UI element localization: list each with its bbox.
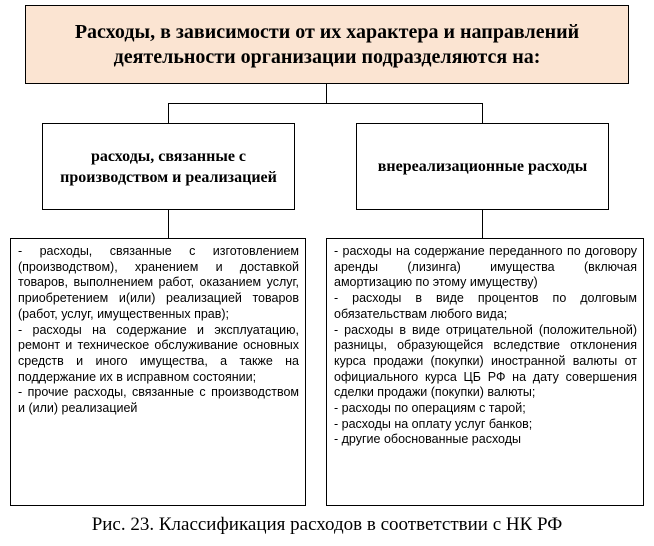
list-item: - расходы, связанные с изготовлением (производством), хранением и доставкой товаров, выполнением работ, оказанием услуг, приобретением и(или) реализацией товаров (работ, услуг, имущественных прав); [18,244,299,321]
list-item: - расходы по операциям с тарой; [334,401,526,416]
list-item: - расходы на оплату услуг банков; [334,416,533,431]
connector-right-vertical [482,103,483,123]
connector-top-vertical [326,84,327,103]
connector-left-vertical [168,103,169,123]
production-expenses-box [42,123,295,210]
list-item: - расходы в виде отрицательной (положительной) разницы, образующейся вследствие отклонения курса продажи (покупки) иностранной валюты от официального курса ЦБ РФ на дату совершения сделки продажи (покупки) валюты; [334,322,637,400]
list-item: - расходы на содержание переданного по договору аренды (лизинга) имущества (включая амортизацию по этому имуществу) [334,244,637,290]
non-operating-expenses-heading: внереализационные расходы [377,158,588,175]
non-operating-expenses-list [326,238,644,506]
list-item: - расходы в виде процентов по долговым обязательствам любого вида; [334,291,637,321]
production-expenses-list [10,238,306,506]
production-expenses-heading: расходы, связанные с производством и реализацией [60,147,277,186]
list-item: - другие обоснованные расходы [334,432,522,447]
connector-right-detail [482,210,483,238]
list-item: - расходы на содержание и эксплуатацию, ремонт и техническое обслуживание основных средств и иного имущества, а также на поддержание их в исправном состоянии; [18,322,299,384]
non-operating-expenses-box [356,123,609,210]
figure-caption: Рис. 23. Классификация расходов в соответствии с НК РФ [91,514,563,535]
top-category-title: Расходы, в зависимости от их характера и направлений деятельности организации подразделяются на: [74,20,580,68]
connector-left-detail [168,210,169,238]
top-category-box [25,5,629,84]
list-item: - прочие расходы, связанные с производством и (или) реализацией [18,385,299,416]
connector-horizontal [168,103,483,104]
